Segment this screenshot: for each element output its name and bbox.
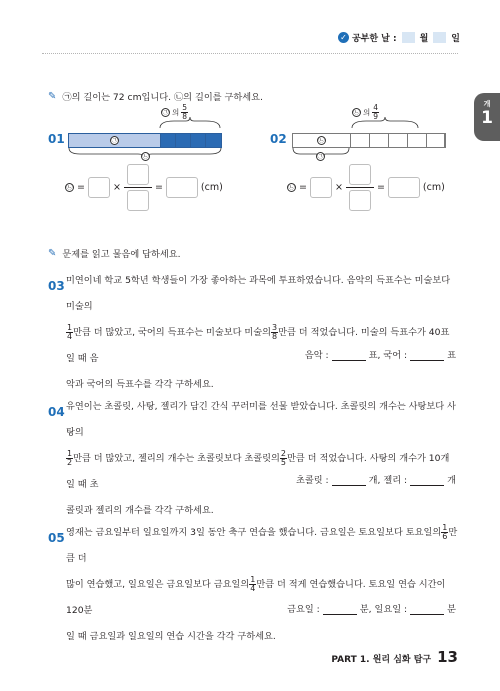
q04-answer-blank-a[interactable] xyxy=(332,476,366,486)
q03-frac2-den: 8 xyxy=(272,332,278,341)
q01-frac-den: 8 xyxy=(182,111,188,121)
q04-text xyxy=(66,394,458,524)
q04-frac2-den: 5 xyxy=(280,458,287,467)
question-number-01: 01 xyxy=(48,132,65,146)
q02-tape-segment xyxy=(389,134,408,147)
q02-answer-box-1[interactable] xyxy=(310,177,332,198)
study-date xyxy=(338,31,460,44)
q05-line-2b: 만큼 더 적게 연습했습니다. 토요일 연습 시간이 120분 xyxy=(66,579,446,616)
q03-frac1-num: 1 xyxy=(67,323,73,332)
q04-line-2b: 만큼 더 적었습니다. 사탕의 개수가 10개일 때 초 xyxy=(66,453,450,490)
q02-tape-segment xyxy=(427,134,445,147)
q02-tape-segment xyxy=(370,134,389,147)
q03-answer-blank-a[interactable] xyxy=(332,351,366,361)
q04-answer-label-b: 개, 젤리 : xyxy=(368,475,408,486)
q05-frac2-den: 4 xyxy=(250,584,256,593)
q04-frac2-num: 2 xyxy=(280,449,287,458)
instruction-1 xyxy=(48,89,263,103)
q02-equation: ㉡ = × = (cm) xyxy=(287,164,445,211)
q05-answer-label-b: 분, 일요일 : xyxy=(359,604,408,615)
q05-frac1-num: 1 xyxy=(442,523,448,532)
q02-label-a: ㉠ xyxy=(317,153,324,160)
q05-answer-line xyxy=(287,601,456,615)
q01-frac-num: 5 xyxy=(182,103,188,112)
chapter-tab xyxy=(474,93,500,141)
q01-equation: ㉡ = × = (cm) xyxy=(65,164,223,211)
q05-answer-label-a: 금요일 : xyxy=(287,604,320,615)
q05-line-1b: 만큼 더 xyxy=(66,527,458,564)
question-number-03: 03 xyxy=(48,279,65,293)
month-label: 월 xyxy=(419,34,429,44)
q03-answer-label-b: 표, 국어 : xyxy=(368,350,408,361)
instruction-2-text: 문제를 읽고 물음에 답하세요. xyxy=(62,249,181,260)
instruction-2 xyxy=(48,246,181,260)
q01-tape xyxy=(68,133,222,148)
day-label: 일 xyxy=(451,34,460,44)
q03-answer-unit: 표 xyxy=(447,350,456,361)
q05-answer-unit: 분 xyxy=(447,604,456,615)
q02-tape-segment-main xyxy=(293,134,351,147)
q01-fraction-label: ㉠ 의 $\frac{5}{8}$ xyxy=(162,103,188,121)
q02-fraction-label: ㉡ 의 $\frac{4}{9}$ xyxy=(353,103,379,121)
q01-tape-segment xyxy=(191,134,206,147)
q04-frac1-num: 1 xyxy=(67,449,73,458)
q01-label-a-top: ㉠ xyxy=(162,108,169,116)
q02-answer-box-den[interactable] xyxy=(349,190,371,211)
q02-tape-segment xyxy=(351,134,370,147)
q04-answer-unit: 개 xyxy=(447,475,456,486)
q02-unit: (cm) xyxy=(422,182,445,193)
q03-line-2a: 만큼 더 많았고, 국어의 득표수는 미술보다 미술의 xyxy=(73,327,272,338)
q02-answer-box-result[interactable] xyxy=(388,177,420,198)
q05-line-2 xyxy=(66,572,458,624)
q01-answer-box-num[interactable] xyxy=(127,164,149,185)
page-footer xyxy=(331,648,458,666)
q03-line-1: 미연이네 학교 5학년 학생들이 가장 좋아하는 과목에 투표하였습니다. 음악의 득표수는 미술보다 미술의 xyxy=(66,275,451,312)
footer-part-title: PART 1. 원리 심화 탐구 xyxy=(331,655,432,665)
q02-label-b-inner: ㉡ xyxy=(318,137,325,144)
check-icon: ✓ xyxy=(338,32,349,43)
q01-label-a-inner: ㉠ xyxy=(111,137,118,144)
day-box[interactable] xyxy=(433,32,446,43)
q05-line-1 xyxy=(66,520,458,572)
q01-label-b: ㉡ xyxy=(142,153,149,160)
q02-label-b-top: ㉡ xyxy=(353,108,360,116)
q03-answer-line xyxy=(305,347,456,361)
q04-answer-line xyxy=(296,472,456,486)
q03-answer-blank-b[interactable] xyxy=(410,351,444,361)
chapter-tab-small: 개 xyxy=(483,100,491,108)
q02-frac-num: 4 xyxy=(373,103,379,112)
q05-line-3: 일 때 금요일과 일요일의 연습 시간을 각각 구하세요. xyxy=(66,631,276,642)
q01-answer-box-result[interactable] xyxy=(166,177,198,198)
q01-tape-segment xyxy=(176,134,191,147)
q02-tape-segment xyxy=(408,134,427,147)
question-number-02: 02 xyxy=(270,132,287,146)
instruction-1-text: ㉠의 길이는 72 cm입니다. ㉡의 길이를 구하세요. xyxy=(62,92,263,103)
q02-eq-label: ㉡ xyxy=(288,184,295,191)
q04-line-2a: 만큼 더 많았고, 젤리의 개수는 초콜릿보다 초콜릿의 xyxy=(73,453,280,464)
q04-frac1-den: 2 xyxy=(67,458,73,467)
study-date-label: 공부한 날 : xyxy=(351,34,397,44)
bug-icon: ✎ xyxy=(48,247,57,259)
q05-line-2a: 많이 연습했고, 일요일은 금요일보다 금요일의 xyxy=(66,579,250,590)
q03-line-2 xyxy=(66,320,458,372)
header-divider xyxy=(42,53,458,54)
question-number-04: 04 xyxy=(48,405,65,419)
q02-fraction-boxes xyxy=(346,164,374,211)
q02-frac-den: 9 xyxy=(373,111,379,121)
bug-icon: ✎ xyxy=(48,90,57,102)
q03-answer-label-a: 음악 : xyxy=(304,350,329,361)
q03-line-2b: 만큼 더 적었습니다. 미술의 득표수가 40표일 때 음 xyxy=(66,327,450,364)
q05-answer-blank-a[interactable] xyxy=(323,605,357,615)
q01-answer-box-den[interactable] xyxy=(127,190,149,211)
q01-tape-segment xyxy=(206,134,221,147)
q03-line-3: 악과 국어의 득표수를 각각 구하세요. xyxy=(66,379,214,390)
q01-answer-box-1[interactable] xyxy=(88,177,110,198)
q04-line-1: 유연이는 초콜릿, 사탕, 젤리가 담긴 간식 꾸러미를 선물 받았습니다. 초콜릿의 개수는 사탕보다 사탕의 xyxy=(66,401,456,438)
chapter-tab-number: 1 xyxy=(481,108,493,128)
page-number: 13 xyxy=(437,648,458,666)
q04-answer-label-a: 초콜릿 : xyxy=(295,475,329,486)
q04-answer-blank-b[interactable] xyxy=(410,476,444,486)
q01-fraction-boxes xyxy=(124,164,152,211)
q05-frac2-num: 1 xyxy=(250,575,256,584)
q01-tape-segment xyxy=(161,134,176,147)
q05-answer-blank-b[interactable] xyxy=(410,605,444,615)
q05-frac1-den: 6 xyxy=(442,532,448,541)
q01-top-brace xyxy=(158,117,222,129)
q03-text xyxy=(66,268,458,398)
q01-eq-label: ㉡ xyxy=(66,184,73,191)
month-box[interactable] xyxy=(402,32,415,43)
q04-line-3: 콜릿과 젤리의 개수를 각각 구하세요. xyxy=(66,505,214,516)
q02-top-brace xyxy=(350,117,420,129)
q01-unit: (cm) xyxy=(200,182,223,193)
q03-frac2-num: 3 xyxy=(272,323,278,332)
q02-tape xyxy=(292,133,446,148)
q05-text xyxy=(66,520,458,650)
q05-line-1a: 영재는 금요일부터 일요일까지 3일 동안 축구 연습을 했습니다. 금요일은 토요일보다 토요일의 xyxy=(66,527,442,538)
question-number-05: 05 xyxy=(48,531,65,545)
q02-answer-box-num[interactable] xyxy=(349,164,371,185)
q03-frac1-den: 4 xyxy=(67,332,73,341)
q01-tape-light xyxy=(69,134,161,147)
